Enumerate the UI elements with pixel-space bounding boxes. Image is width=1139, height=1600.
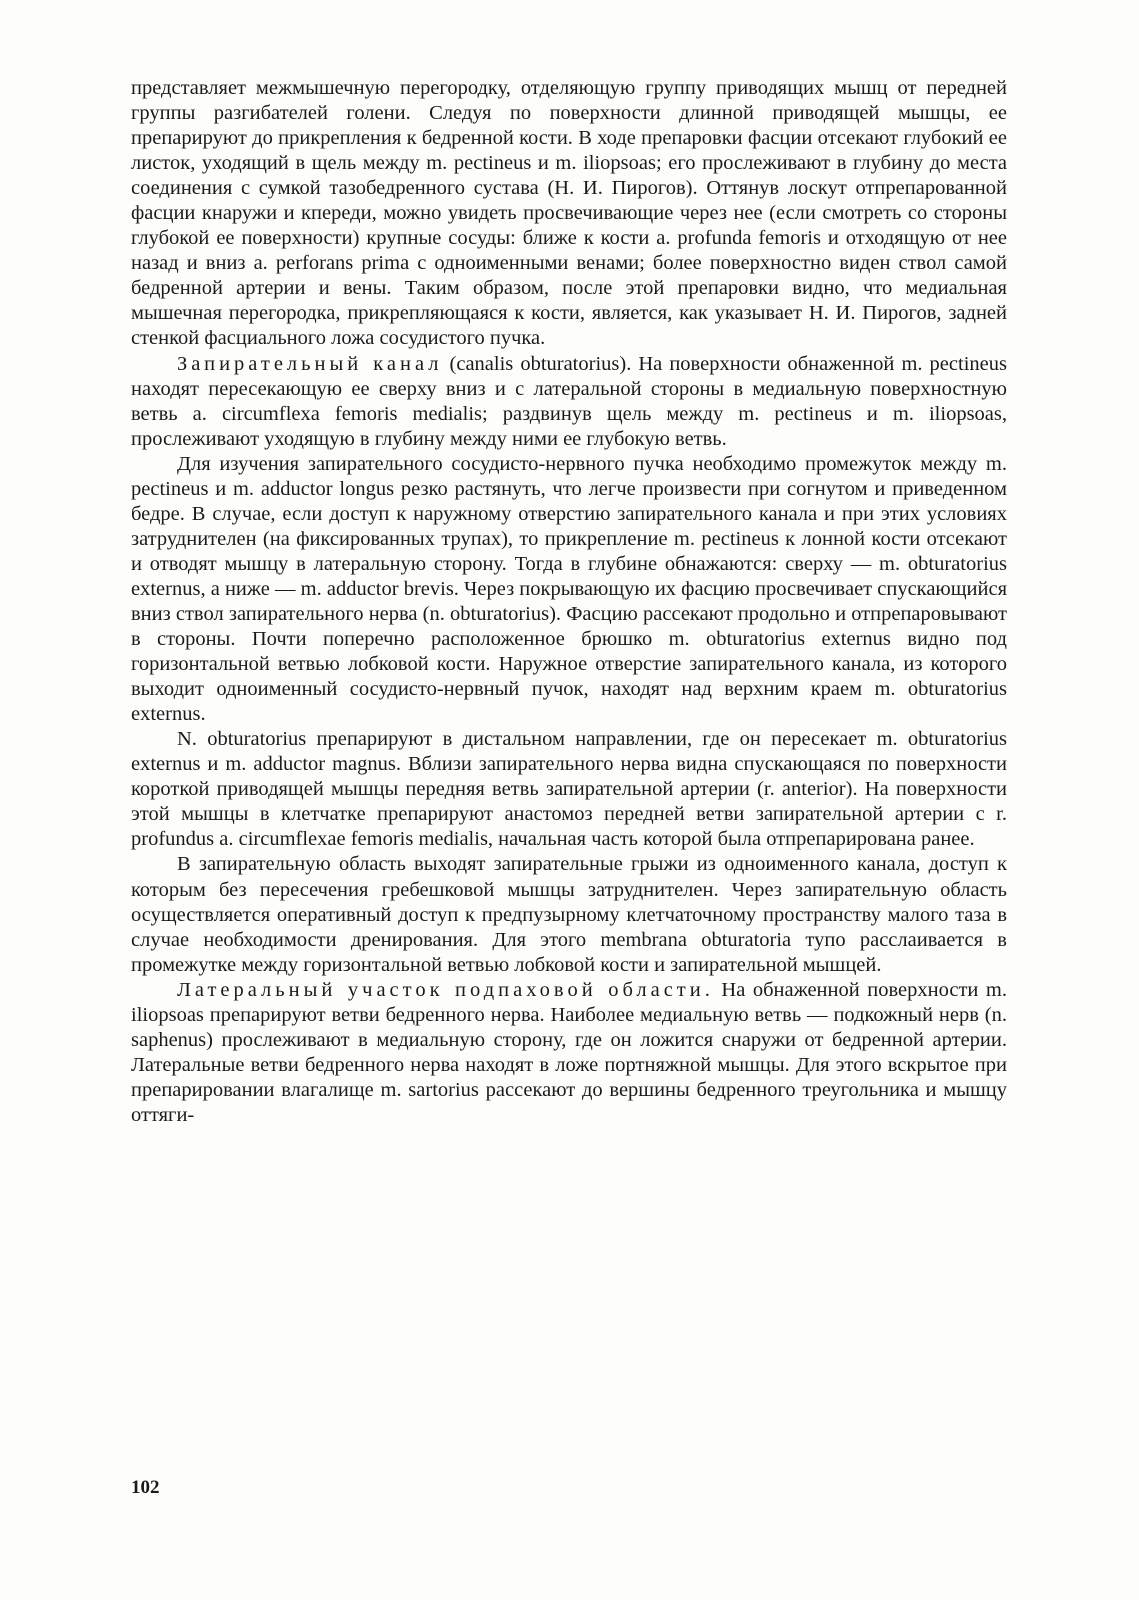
paragraph-text: В запирательную область выходят запирательные грыжи из одноименного канала, доступ к которым без пересечения гребешковой мышцы затруднителен. Через запирательную область осуществляется оперативный доступ к предпузырному клетчаточному пространству малого таза в случае необходимости дренирования. Для этого membrana obturatoria тупо расслаивается в промежутке между горизонтальной ветвью лобковой кости и запирательной мышцей. — [131, 853, 1007, 976]
paragraph-4 — [131, 727, 1007, 852]
paragraph-3 — [131, 452, 1007, 728]
body-text — [131, 76, 1007, 1128]
section-heading-obturator-canal: Запирательный канал — [177, 352, 443, 375]
section-heading-lateral-region: Латеральный участок подпаховой области. — [177, 978, 714, 1001]
page-number: 102 — [131, 1477, 160, 1498]
paragraph-text: (canalis obturatorius). На поверхности обнаженной m. pectineus находят пересекающую ее сверху вниз и с латеральной стороны в медиальную поверхностную ветвь a. circumflexa femoris medialis; раздвинув щель между m. pectineus и m. iliopsoas, прослеживают уходящую в глубину между ними ее глубокую ветвь. — [131, 352, 1007, 450]
paragraph-text: На обнаженной поверхности m. iliopsoas препарируют ветви бедренного нерва. Наиболее медиальную ветвь — подкожный нерв (n. saphenus) прослеживают в медиальную сторону, где он ложится снаружи от бедренной артерии. Латеральные ветви бедренного нерва находят в ложе портняжной мышцы. Для этого вскрытое при препарировании влагалище m. sartorius рассекают до вершины бедренного треугольника и мышцу оттяги- — [131, 978, 1007, 1126]
paragraph-text: N. obturatorius препарируют в дистальном направлении, где он пересекает m. obturatorius externus и m. adductor magnus. Вблизи запирательного нерва видна спускающаяся по поверхности короткой приводящей мышцы передняя ветвь запирательной артерии (r. anterior). На поверхности этой мышцы в клетчатке препарируют анастомоз передней ветви запирательной артерии с r. profundus a. circumflexae femoris medialis, начальная часть которой была отпрепарирована ранее. — [131, 728, 1007, 851]
paragraph-text: представляет межмышечную перегородку, отделяющую группу приводящих мышц от передней группы разгибателей голени. Следуя по поверхности длинной приводящей мышцы, ее препарируют до прикрепления к бедренной кости. В ходе препаровки фасции отсекают глубокий ее листок, уходящий в щель между m. pectineus и m. iliopsoas; его прослеживают в глубину до места соединения с сумкой тазобедренного сустава (Н. И. Пирогов). Оттянув лоскут отпрепарованной фасции кнаружи и кпереди, можно увидеть просвечивающие через нее (если смотреть со стороны глубокой ее поверхности) крупные сосуды: ближе к кости a. profunda femoris и отходящую от нее назад и вниз a. perforans prima с одноименными венами; более поверхностно виден ствол самой бедренной артерии и вены. Таким образом, после этой препаровки видно, что медиальная мышечная перегородка, прикрепляющаяся к кости, является, как указывает Н. И. Пирогов, задней стенкой фасциального ложа сосудистого пучка. — [131, 77, 1007, 350]
paragraph-2 — [131, 352, 1007, 452]
paragraph-6 — [131, 978, 1007, 1128]
paragraph-text: Для изучения запирательного сосудисто-нервного пучка необходимо промежуток между m. pectineus и m. adductor longus резко растянуть, что легче произвести при согнутом и приведенном бедре. В случае, если доступ к наружному отверстию запирательного канала и при этих условиях затруднителен (на фиксированных трупах), то прикрепление m. pectineus к лонной кости отсекают и отводят мышцу в латеральную сторону. Тогда в глубине обнажаются: сверху — m. obturatorius externus, а ниже — m. adductor brevis. Через покрывающую их фасцию просвечивает спускающийся вниз ствол запирательного нерва (n. obturatorius). Фасцию рассекают продольно и отпрепаровывают в стороны. Почти поперечно расположенное брюшко m. obturatorius externus видно под горизонтальной ветвью лобковой кости. Наружное отверстие запирательного канала, из которого выходит одноименный сосудисто-нервный пучок, находят над верхним краем m. obturatorius externus. — [131, 452, 1007, 726]
paragraph-1 — [131, 76, 1007, 352]
paragraph-5 — [131, 852, 1007, 977]
